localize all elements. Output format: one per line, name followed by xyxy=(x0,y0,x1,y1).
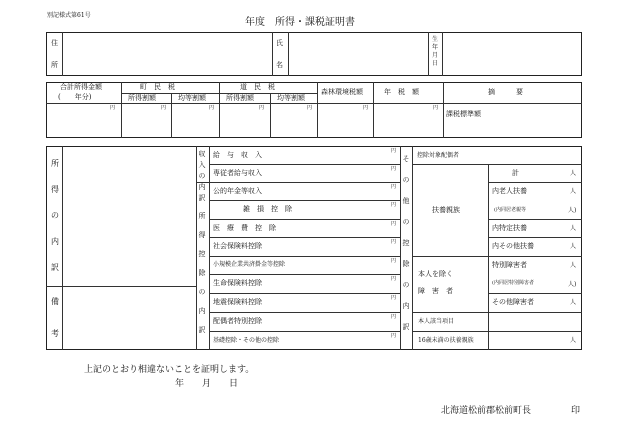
person-other-dep: 人 xyxy=(570,243,577,250)
page-title: 年度 所得・課税証明書 xyxy=(245,17,355,28)
deduction-earthquake: 地震保険料控除 xyxy=(213,298,262,306)
excluding-self-label: 本人を除く xyxy=(418,270,453,278)
yen-medical: 円 xyxy=(391,221,397,227)
yen-basic: 円 xyxy=(391,333,397,339)
count-cohabit-label: (内同居老親等 xyxy=(494,207,526,213)
person-under16: 人 xyxy=(570,337,577,344)
income-item-pension: 公的年金等収入 xyxy=(213,187,262,195)
count-cohabit-special-label: (内同居特別障害者 xyxy=(492,280,534,286)
deduction-basic-other: 基礎控除・その他の控除 xyxy=(213,337,280,344)
remarks-header: 摘 要 xyxy=(488,88,523,96)
town-tax-header: 町 民 税 xyxy=(140,83,175,91)
yen-family-salary: 円 xyxy=(391,166,397,172)
year-paren: ( 年分) xyxy=(58,93,92,101)
disabled-label: 障 害 者 xyxy=(418,287,453,295)
seal-mark: 印 xyxy=(571,406,581,416)
income-breakdown-label-4: 内 xyxy=(51,237,59,246)
yen-life: 円 xyxy=(391,276,397,282)
remarks-label-2: 考 xyxy=(51,329,59,338)
income-item-salary: 給 与 収 入 xyxy=(213,151,262,159)
person-specific: 人 xyxy=(570,225,577,232)
yen-6: 円 xyxy=(363,105,369,111)
deduction-social-insurance: 社会保険料控除 xyxy=(213,242,262,250)
income-detail-vertical-label: 収入の内訳 xyxy=(198,150,206,205)
birth-label-3: 月 xyxy=(432,52,439,59)
form-number: 別記様式第61号 xyxy=(47,12,91,19)
deduction-small-business: 小規模企業共済掛金等控除 xyxy=(213,261,286,268)
yen-spouse-special: 円 xyxy=(391,314,397,320)
count-elderly-label: 内老人扶養 xyxy=(492,187,527,195)
self-eligible-label: 本人該当項目 xyxy=(418,318,455,325)
dependents-label: 扶養親族 xyxy=(432,206,460,214)
count-special-dis-label: 特別障害者 xyxy=(492,261,527,269)
income-breakdown-label-5: 訳 xyxy=(51,263,59,272)
person-cohabit: 人) xyxy=(568,207,577,214)
yen-salary: 円 xyxy=(391,148,397,154)
town-equal-share-header: 均等割額 xyxy=(178,94,206,102)
name-label-1: 氏 xyxy=(276,39,283,47)
person-special-dis: 人 xyxy=(570,262,577,269)
personal-info-box xyxy=(46,32,582,76)
yen-pension: 円 xyxy=(391,184,397,190)
deduction-casualty: 雑 損 控 除 xyxy=(243,205,292,213)
income-breakdown-label-1: 所 xyxy=(51,159,59,168)
annual-tax-header: 年 税 額 xyxy=(384,88,419,96)
other-deductions-vertical-label: その他の控除の内訳 xyxy=(402,155,410,344)
yen-7: 円 xyxy=(433,105,439,111)
income-breakdown-label-3: の xyxy=(51,211,59,220)
yen-small-business: 円 xyxy=(391,258,397,264)
yen-casualty: 円 xyxy=(391,202,397,208)
under16-label: 16歳未満の扶養親族 xyxy=(418,337,474,344)
spouse-label: 控除対象配偶者 xyxy=(417,152,460,159)
pref-equal-share-header: 均等割額 xyxy=(277,94,305,102)
issue-date: 年 月 日 xyxy=(175,379,239,389)
certification-statement: 上記のとおり相違ないことを証明します。 xyxy=(84,365,255,375)
count-total-label: 計 xyxy=(512,169,519,177)
forest-tax-header: 森林環境税額 xyxy=(321,88,363,96)
deduction-spouse-special: 配偶者特別控除 xyxy=(213,317,262,325)
pref-tax-header: 道 民 税 xyxy=(240,83,275,91)
town-income-share-header: 所得割額 xyxy=(128,94,156,102)
income-item-family-salary: 専従者給与収入 xyxy=(213,169,262,177)
remarks-label-1: 備 xyxy=(51,297,59,306)
person-other-dis: 人 xyxy=(570,299,577,306)
income-total-header: 合計所得金額 xyxy=(60,83,102,91)
birth-label-4: 日 xyxy=(432,60,439,67)
person-total: 人 xyxy=(570,170,577,177)
person-elderly: 人 xyxy=(570,188,577,195)
yen-4: 円 xyxy=(259,105,265,111)
issuer-name: 北海道松前郡松前町長 xyxy=(441,406,532,416)
count-other-dis-label: その他障害者 xyxy=(492,298,534,306)
deduction-life-insurance: 生命保険料控除 xyxy=(213,279,262,287)
address-label-2: 所 xyxy=(51,61,58,69)
yen-2: 円 xyxy=(161,105,167,111)
count-specific-label: 内特定扶養 xyxy=(492,224,527,232)
tax-base-label: 課税標準額 xyxy=(446,110,481,118)
yen-earthquake: 円 xyxy=(391,295,397,301)
deduction-medical: 医 療 費 控 除 xyxy=(213,224,276,232)
address-label-1: 住 xyxy=(51,39,58,47)
birth-label-2: 年 xyxy=(432,44,439,51)
birth-label-1: 生 xyxy=(432,36,439,43)
person-cohabit-special: 人) xyxy=(568,281,577,288)
name-label-2: 名 xyxy=(276,61,283,69)
pref-income-share-header: 所得割額 xyxy=(226,94,254,102)
yen-1: 円 xyxy=(110,105,116,111)
yen-3: 円 xyxy=(209,105,215,111)
yen-social: 円 xyxy=(391,239,397,245)
count-other-dep-label: 内その他扶養 xyxy=(492,242,534,250)
deduction-detail-vertical-label: 所得控除の内訳 xyxy=(198,212,206,345)
income-breakdown-label-2: 得 xyxy=(51,185,59,194)
yen-5: 円 xyxy=(307,105,313,111)
